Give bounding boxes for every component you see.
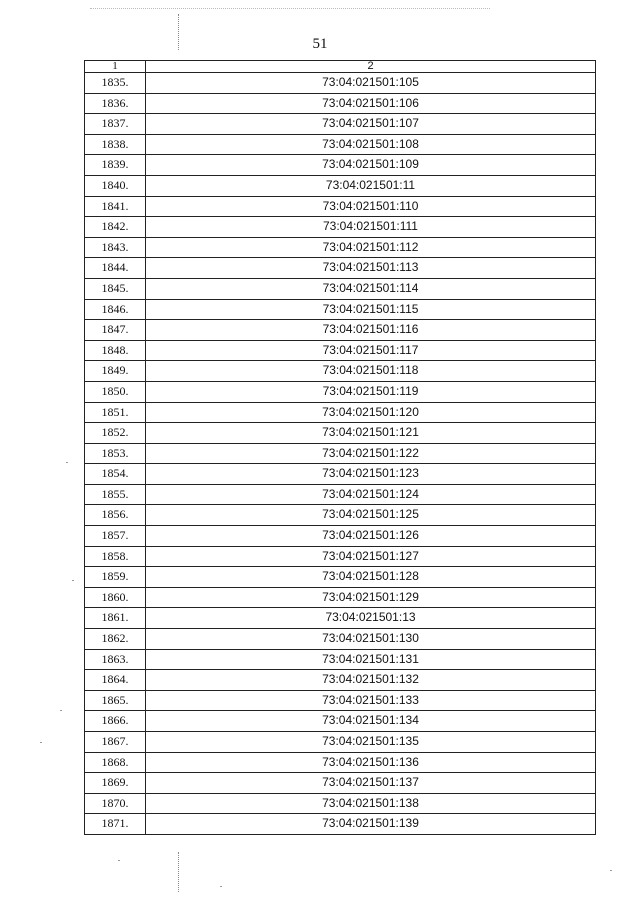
cadastral-code-cell: 73:04:021501:122 [146, 443, 596, 464]
row-number-cell: 1857. [85, 526, 146, 547]
table-row [85, 93, 596, 114]
table-row [85, 423, 596, 444]
row-number-cell: 1841. [85, 196, 146, 217]
cadastral-code-cell: 73:04:021501:117 [146, 340, 596, 361]
register-table [84, 60, 596, 835]
row-number-cell: 1861. [85, 608, 146, 629]
table-row [85, 278, 596, 299]
cadastral-code-cell: 73:04:021501:136 [146, 752, 596, 773]
cadastral-code-cell: 73:04:021501:120 [146, 402, 596, 423]
page-number: 51 [312, 36, 328, 52]
scan-speck [610, 870, 612, 871]
row-number-cell: 1837. [85, 114, 146, 135]
table-row [85, 134, 596, 155]
cadastral-code-cell: 73:04:021501:116 [146, 320, 596, 341]
cadastral-code-cell: 73:04:021501:125 [146, 505, 596, 526]
cadastral-code-cell: 73:04:021501:124 [146, 484, 596, 505]
row-number-cell: 1853. [85, 443, 146, 464]
scan-speck [118, 860, 120, 861]
cadastral-code-cell: 73:04:021501:107 [146, 114, 596, 135]
table-body [85, 73, 596, 835]
cadastral-code-cell: 73:04:021501:132 [146, 670, 596, 691]
cadastral-code-cell: 73:04:021501:11 [146, 175, 596, 196]
cadastral-code-cell: 73:04:021501:138 [146, 793, 596, 814]
table-row [85, 299, 596, 320]
scan-speck [72, 580, 74, 581]
column-header-code: 2 [146, 61, 596, 73]
scan-speck [66, 462, 68, 463]
table-row [85, 567, 596, 588]
table-row [85, 443, 596, 464]
cadastral-code-cell: 73:04:021501:113 [146, 258, 596, 279]
row-number-cell: 1868. [85, 752, 146, 773]
table-row [85, 217, 596, 238]
row-number-cell: 1855. [85, 484, 146, 505]
row-number-cell: 1863. [85, 649, 146, 670]
row-number-cell: 1858. [85, 546, 146, 567]
row-number-cell: 1842. [85, 217, 146, 238]
cadastral-code-cell: 73:04:021501:137 [146, 773, 596, 794]
table-row [85, 711, 596, 732]
table-row [85, 258, 596, 279]
table-row [85, 649, 596, 670]
row-number-cell: 1840. [85, 175, 146, 196]
cadastral-code-cell: 73:04:021501:110 [146, 196, 596, 217]
cadastral-code-cell: 73:04:021501:112 [146, 237, 596, 258]
row-number-cell: 1850. [85, 381, 146, 402]
scan-artifact-top [90, 8, 490, 10]
table-row [85, 73, 596, 94]
cadastral-code-cell: 73:04:021501:105 [146, 73, 596, 94]
cadastral-code-cell: 73:04:021501:131 [146, 649, 596, 670]
row-number-cell: 1866. [85, 711, 146, 732]
table-row [85, 237, 596, 258]
table-row [85, 505, 596, 526]
row-number-cell: 1856. [85, 505, 146, 526]
row-number-cell: 1870. [85, 793, 146, 814]
table-row [85, 629, 596, 650]
row-number-cell: 1844. [85, 258, 146, 279]
table-row [85, 793, 596, 814]
cadastral-code-cell: 73:04:021501:121 [146, 423, 596, 444]
cadastral-code-cell: 73:04:021501:119 [146, 381, 596, 402]
row-number-cell: 1864. [85, 670, 146, 691]
table-row [85, 670, 596, 691]
row-number-cell: 1846. [85, 299, 146, 320]
row-number-cell: 1860. [85, 587, 146, 608]
row-number-cell: 1849. [85, 361, 146, 382]
cadastral-code-cell: 73:04:021501:114 [146, 278, 596, 299]
table-row [85, 752, 596, 773]
row-number-cell: 1848. [85, 340, 146, 361]
cadastral-code-cell: 73:04:021501:135 [146, 732, 596, 753]
table-row [85, 340, 596, 361]
row-number-cell: 1835. [85, 73, 146, 94]
table-row [85, 546, 596, 567]
table-row [85, 484, 596, 505]
cadastral-code-cell: 73:04:021501:130 [146, 629, 596, 650]
cadastral-code-cell: 73:04:021501:127 [146, 546, 596, 567]
table-row [85, 114, 596, 135]
row-number-cell: 1869. [85, 773, 146, 794]
cadastral-code-cell: 73:04:021501:126 [146, 526, 596, 547]
table-row [85, 320, 596, 341]
row-number-cell: 1851. [85, 402, 146, 423]
cadastral-code-cell: 73:04:021501:13 [146, 608, 596, 629]
table-row [85, 155, 596, 176]
table-row [85, 464, 596, 485]
table-row [85, 381, 596, 402]
table-header-row [85, 61, 596, 73]
cadastral-code-cell: 73:04:021501:108 [146, 134, 596, 155]
row-number-cell: 1839. [85, 155, 146, 176]
row-number-cell: 1836. [85, 93, 146, 114]
column-header-number: 1 [85, 61, 146, 73]
scan-speck [220, 886, 222, 887]
table-row [85, 587, 596, 608]
table-row [85, 608, 596, 629]
row-number-cell: 1867. [85, 732, 146, 753]
row-number-cell: 1852. [85, 423, 146, 444]
table-row [85, 196, 596, 217]
table-row [85, 690, 596, 711]
scan-speck [60, 710, 62, 711]
table-row [85, 175, 596, 196]
scan-speck [40, 742, 42, 743]
table-row [85, 361, 596, 382]
row-number-cell: 1854. [85, 464, 146, 485]
table-row [85, 402, 596, 423]
table-row [85, 773, 596, 794]
row-number-cell: 1847. [85, 320, 146, 341]
cadastral-code-cell: 73:04:021501:115 [146, 299, 596, 320]
row-number-cell: 1845. [85, 278, 146, 299]
row-number-cell: 1865. [85, 690, 146, 711]
cadastral-code-cell: 73:04:021501:129 [146, 587, 596, 608]
row-number-cell: 1871. [85, 814, 146, 835]
cadastral-code-cell: 73:04:021501:133 [146, 690, 596, 711]
cadastral-code-cell: 73:04:021501:111 [146, 217, 596, 238]
cadastral-code-cell: 73:04:021501:106 [146, 93, 596, 114]
table-row [85, 526, 596, 547]
row-number-cell: 1843. [85, 237, 146, 258]
row-number-cell: 1859. [85, 567, 146, 588]
cadastral-code-cell: 73:04:021501:128 [146, 567, 596, 588]
row-number-cell: 1838. [85, 134, 146, 155]
cadastral-code-cell: 73:04:021501:123 [146, 464, 596, 485]
cadastral-code-cell: 73:04:021501:118 [146, 361, 596, 382]
table-row [85, 732, 596, 753]
row-number-cell: 1862. [85, 629, 146, 650]
scan-artifact-bottom-mark [178, 852, 179, 892]
cadastral-code-cell: 73:04:021501:109 [146, 155, 596, 176]
table-row [85, 814, 596, 835]
cadastral-code-cell: 73:04:021501:139 [146, 814, 596, 835]
cadastral-code-cell: 73:04:021501:134 [146, 711, 596, 732]
